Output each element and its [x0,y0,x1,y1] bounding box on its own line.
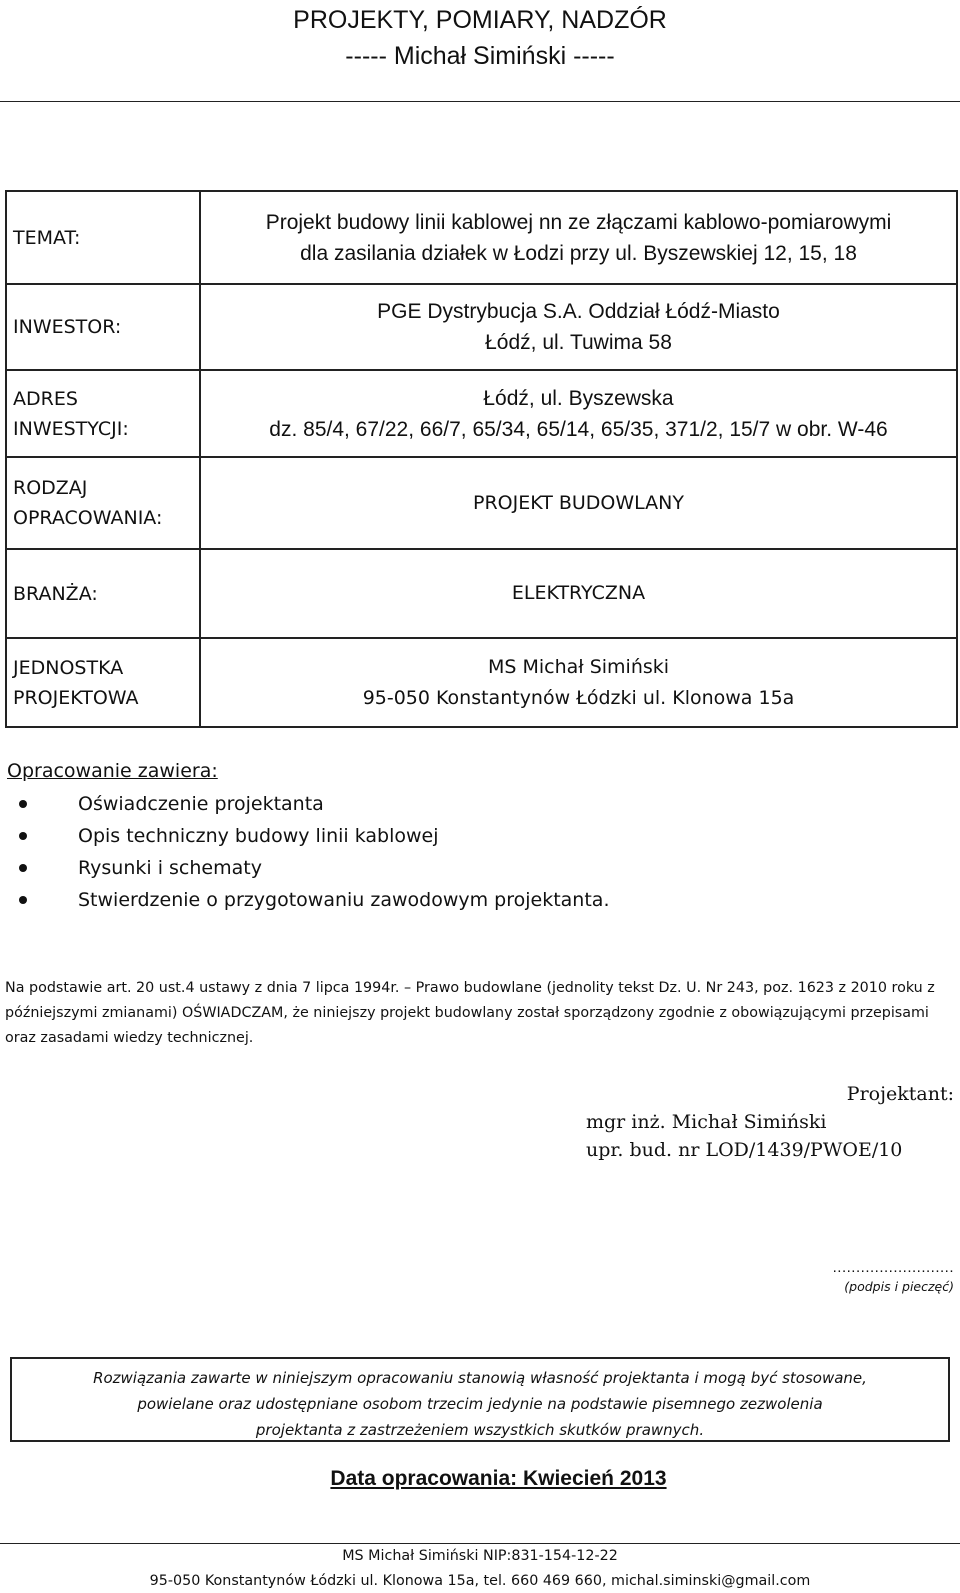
list-item [0,820,609,852]
row-inwestor [6,284,957,370]
copyright-notice [10,1357,950,1442]
label-adres-line2: INWESTYCJI: [13,417,129,440]
row-rodzaj [6,457,957,549]
value-adres-line1: Łódź, ul. Byszewska [483,386,674,410]
row-adres [6,370,957,457]
value-inwestor-line1: PGE Dystrybucja S.A. Oddział Łódź-Miasto [377,300,780,323]
value-jednostka-line2: 95-050 Konstantynów Łódzki ul. Klonowa 15a [362,686,795,709]
value-rodzaj: PROJEKT BUDOWLANY [200,457,957,549]
signature-name: mgr inż. Michał Simiński [586,1111,827,1133]
value-jednostka-line1: MS Michał Simiński [487,655,670,678]
list-item-label: Opis techniczny budowy linii kablowej [78,825,439,847]
bullet-icon [19,864,27,872]
label-jednostka-line1: JEDNOSTKA [13,656,124,679]
label-temat: TEMAT: [6,191,200,284]
signature-line: .......................... [832,1259,954,1276]
notice-line1: Rozwiązania zawarte w niniejszym opracowaniu stanowią własność projektanta i mogą być stosowane, [93,1369,867,1387]
label-rodzaj [6,457,200,549]
footer-divider [0,1543,960,1544]
signature-title: Projektant: [846,1083,954,1105]
row-temat [6,191,957,284]
row-jednostka [6,638,957,727]
label-branza: BRANŻA: [6,549,200,638]
list-item [0,788,609,820]
list-item [0,852,609,884]
label-jednostka [6,638,200,727]
label-inwestor: INWESTOR: [6,284,200,370]
list-item-label: Stwierdzenie o przygotowaniu zawodowym projektanta. [78,889,610,911]
value-inwestor [200,284,957,370]
value-temat-line1: Projekt budowy linii kablowej nn ze złączami kablowo-pomiarowymi [265,210,892,234]
designer-statement: Na podstawie art. 20 ust.4 ustawy z dnia 7 lipca 1994r. – Prawo budowlane (jednolity tekst Dz. U. Nr 243, poz. 1623 z 2010 roku z późniejszymi zmianami) OŚWIADCZAM, że niniejszy projekt budowlany został sporządzony zgodnie z obowiązującymi przepisami oraz zasadami wiedzy technicznej. [5,980,935,1046]
date-line [0,1464,960,1494]
contents-list [0,788,609,916]
header-author: ----- Michał Simiński ----- [345,42,615,70]
bullet-icon [19,800,27,808]
header-title: PROJEKTY, POMIARY, NADZÓR [293,6,667,34]
value-branza: ELEKTRYCZNA [200,549,957,638]
contents-title: Opracowanie zawiera: [7,760,218,782]
value-inwestor-line2: Łódź, ul. Tuwima 58 [485,331,672,354]
label-rodzaj-line2: OPRACOWANIA: [13,507,163,529]
list-item-label: Rysunki i schematy [78,857,262,879]
value-jednostka [200,638,957,727]
header-divider [0,101,960,102]
notice-line2: powielane oraz udostępniane osobom trzecim jedynie na podstawie pisemnego zezwolenia [137,1395,823,1413]
signature-license: upr. bud. nr LOD/1439/PWOE/10 [586,1139,903,1161]
footer-address: 95-050 Konstantynów Łódzki ul. Klonowa 15a, tel. 660 469 660, michal.siminski@gmail.com [149,1573,811,1589]
notice-line3: projektanta z zastrzeżeniem wszystkich skutków prawnych. [255,1421,705,1439]
bullet-icon [19,896,27,904]
value-temat [200,191,957,284]
date-text: Data opracowania: Kwiecień 2013 [330,1467,667,1490]
value-adres [200,370,957,457]
list-item [0,884,609,916]
list-item-label: Oświadczenie projektanta [78,793,324,815]
footer-company: MS Michał Simiński NIP:831-154-12-22 [342,1548,618,1564]
label-jednostka-line2: PROJEKTOWA [13,686,139,709]
project-info-table [5,190,958,728]
row-branza [6,549,957,638]
label-rodzaj-line1: RODZAJ [13,477,88,499]
value-temat-line2: dla zasilania działek w Łodzi przy ul. Byszewskiej 12, 15, 18 [300,241,857,265]
signature-caption: (podpis i pieczęć) [844,1279,954,1294]
bullet-icon [19,832,27,840]
label-adres-line1: ADRES [13,387,78,410]
value-adres-line2: dz. 85/4, 67/22, 66/7, 65/34, 65/14, 65/35, 371/2, 15/7 w obr. W-46 [269,417,888,441]
label-adres [6,370,200,457]
